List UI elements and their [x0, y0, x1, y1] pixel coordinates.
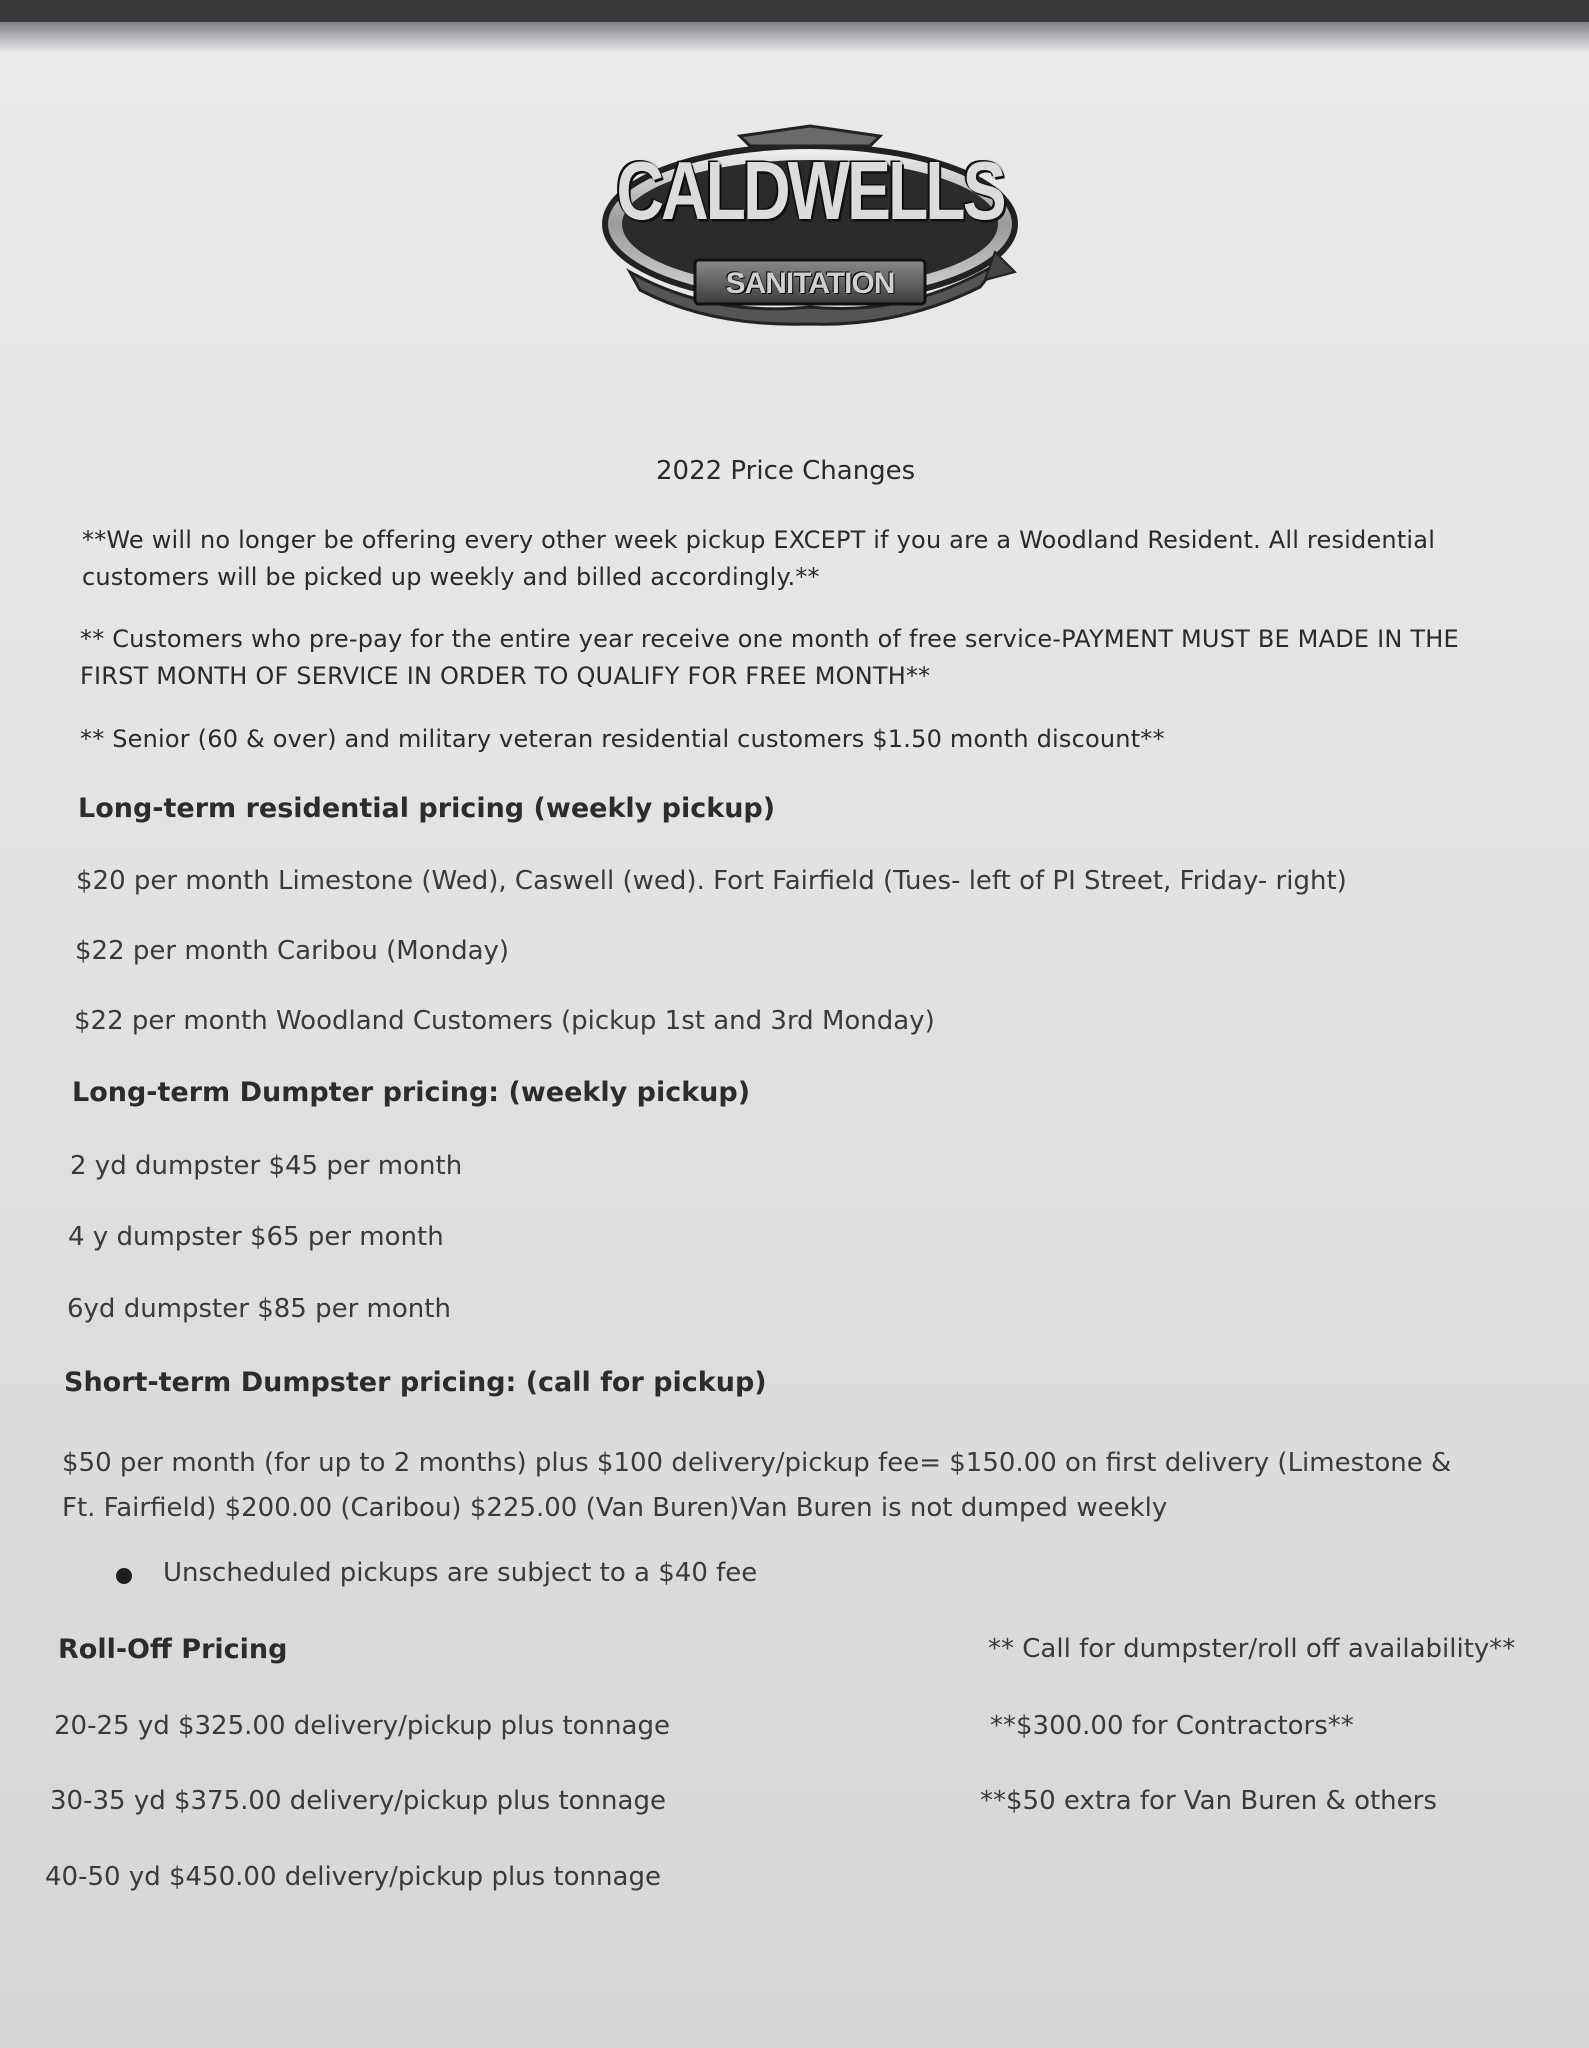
logo-brand-text: CALDWELLS [616, 143, 1004, 237]
roll-off-note: **$300.00 for Contractors** [990, 1711, 1354, 1741]
long-dumpster-item: 6yd dumpster $85 per month [67, 1294, 451, 1324]
logo-sub-text: SANITATION [725, 267, 895, 300]
notice-senior-discount: ** Senior (60 & over) and military veteran residential customers $1.50 month discount** [80, 725, 1165, 753]
roll-off-item: 20-25 yd $325.00 delivery/pickup plus tonnage [54, 1711, 670, 1741]
bullet-icon [116, 1568, 132, 1584]
notice-prepay: ** Customers who pre-pay for the entire year receive one month of free service-PAYMENT MUST BE MADE IN THE FIRST MONTH OF SERVICE IN ORDER TO QUALIFY FOR FREE MONTH** [80, 625, 1459, 690]
short-dumpster-text: $50 per month (for up to 2 months) plus $100 delivery/pickup fee= $150.00 on first delivery (Limestone & Ft. Fairfield) $200.00 (Caribou) $225.00 (Van Buren)Van Buren is not dumped weekly [62, 1448, 1452, 1523]
roll-off-note: ** Call for dumpster/roll off availability** [988, 1634, 1516, 1664]
residential-item: $20 per month Limestone (Wed), Caswell (wed). Fort Fairfield (Tues- left of PI Street, Friday- right) [76, 866, 1347, 896]
residential-heading: Long-term residential pricing (weekly pickup) [78, 793, 776, 824]
residential-item: $22 per month Caribou (Monday) [75, 936, 510, 966]
long-dumpster-heading: Long-term Dumpter pricing: (weekly pickup) [72, 1077, 751, 1108]
roll-off-note: **$50 extra for Van Buren & others [980, 1786, 1437, 1816]
residential-item: $22 per month Woodland Customers (pickup 1st and 3rd Monday) [74, 1006, 935, 1036]
roll-off-heading: Roll-Off Pricing [58, 1634, 288, 1665]
roll-off-item: 40-50 yd $450.00 delivery/pickup plus tonnage [45, 1862, 661, 1892]
page-title: 2022 Price Changes [656, 456, 916, 486]
long-dumpster-item: 4 y dumpster $65 per month [68, 1222, 444, 1252]
unscheduled-fee-bullet: Unscheduled pickups are subject to a $40 fee [163, 1558, 758, 1588]
short-dumpster-heading: Short-term Dumpster pricing: (call for pickup) [64, 1367, 767, 1398]
roll-off-item: 30-35 yd $375.00 delivery/pickup plus tonnage [50, 1786, 666, 1816]
long-dumpster-item: 2 yd dumpster $45 per month [70, 1151, 463, 1181]
company-logo [600, 112, 1020, 332]
top-shadow [0, 22, 1589, 52]
notice-biweekly: **We will no longer be offering every other week pickup EXCEPT if you are a Woodland Resident. All residential customers will be picked up weekly and billed accordingly.** [82, 526, 1436, 591]
